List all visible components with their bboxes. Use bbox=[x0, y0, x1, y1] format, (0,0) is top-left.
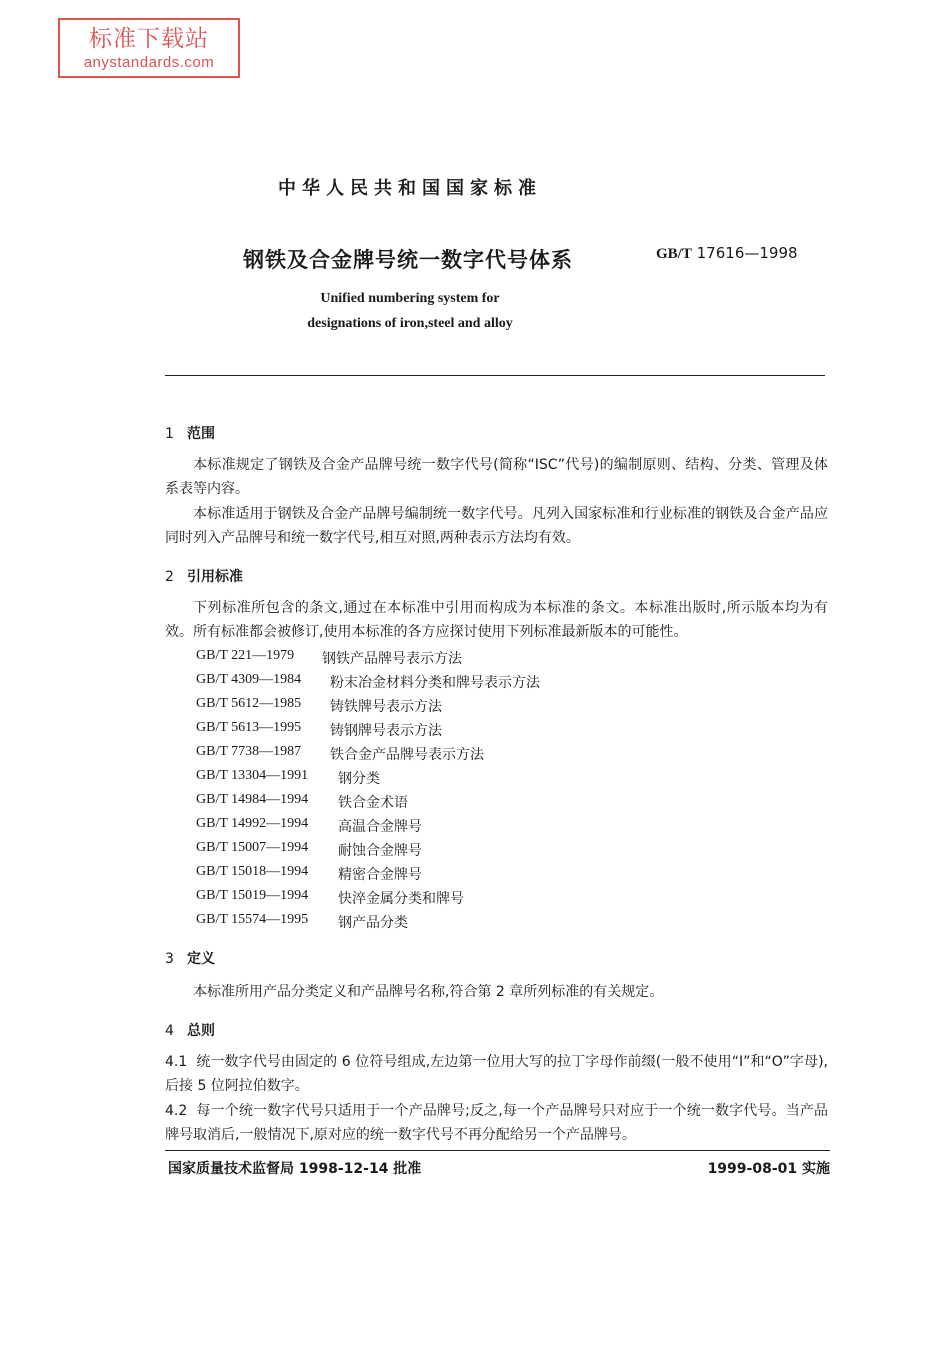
english-title-line2: designations of iron,steel and alloy bbox=[307, 316, 513, 331]
reference-title: 粉末冶金材料分类和牌号表示方法 bbox=[330, 675, 540, 691]
approval-statement: 国家质量技术监督局 1998-12-14 批准 bbox=[168, 1161, 422, 1177]
clause-4-1 bbox=[165, 1050, 828, 1098]
section-number: 3 bbox=[165, 951, 174, 967]
reference-code: GB/T 221—1979 bbox=[196, 648, 295, 663]
header-divider bbox=[165, 375, 825, 376]
section-number: 4 bbox=[165, 1023, 174, 1039]
stamp-english-text: anystandards.com bbox=[83, 54, 215, 71]
standard-code bbox=[656, 244, 798, 263]
section-title: 总则 bbox=[187, 1023, 215, 1039]
footer-divider bbox=[165, 1150, 830, 1151]
reference-code: GB/T 14992—1994 bbox=[196, 816, 309, 831]
reference-code: GB/T 7738—1987 bbox=[196, 744, 302, 759]
reference-code: GB/T 13304—1991 bbox=[196, 768, 309, 783]
section-1-paragraph-2: 本标准适用于钢铁及合金产品牌号编制统一数字代号。凡列入国家标准和行业标准的钢铁及合金产品应同时列入产品牌号和统一数字代号,相互对照,两种表示方法均有效。 bbox=[165, 506, 828, 546]
standard-code-number: 17616—1998 bbox=[696, 244, 798, 262]
watermark-stamp bbox=[58, 18, 240, 78]
reference-title: 铁合金术语 bbox=[338, 795, 408, 811]
reference-code: GB/T 15007—1994 bbox=[196, 840, 309, 855]
reference-code: GB/T 15019—1994 bbox=[196, 888, 309, 903]
section-title: 定义 bbox=[187, 951, 215, 967]
section-number: 1 bbox=[165, 426, 174, 442]
document-title: 钢铁及合金牌号统一数字代号体系 bbox=[243, 248, 573, 272]
section-1-heading bbox=[165, 423, 215, 443]
reference-title: 耐蚀合金牌号 bbox=[338, 843, 422, 859]
reference-title: 快淬金属分类和牌号 bbox=[338, 891, 464, 907]
reference-title: 钢铁产品牌号表示方法 bbox=[322, 651, 462, 667]
reference-title: 钢分类 bbox=[338, 771, 380, 787]
reference-title: 铁合金产品牌号表示方法 bbox=[330, 747, 484, 763]
section-4-heading bbox=[165, 1020, 215, 1040]
reference-title: 精密合金牌号 bbox=[338, 867, 422, 883]
section-3-heading bbox=[165, 948, 215, 968]
reference-title: 铸铁牌号表示方法 bbox=[330, 699, 442, 715]
section-title: 引用标准 bbox=[187, 569, 243, 585]
clause-number: 4.2 bbox=[165, 1103, 188, 1119]
reference-code: GB/T 14984—1994 bbox=[196, 792, 309, 807]
standard-code-prefix: GB/T bbox=[656, 246, 692, 262]
country-standard-heading: 中华人民共和国国家标准 bbox=[278, 178, 542, 199]
implementation-date: 1999-08-01 实施 bbox=[707, 1161, 830, 1177]
section-number: 2 bbox=[165, 569, 174, 585]
clause-4-2 bbox=[165, 1099, 828, 1147]
stamp-chinese-text: 标准下载站 bbox=[89, 26, 209, 52]
section-1-paragraph-1: 本标准规定了钢铁及合金产品牌号统一数字代号(简称“ISC”代号)的编制原则、结构、分类、管理及体系表等内容。 bbox=[165, 457, 828, 497]
section-2-heading bbox=[165, 566, 243, 586]
clause-text: 统一数字代号由固定的 6 位符号组成,左边第一位用大写的拉丁字母作前缀(一般不使用“I”和“O”字母),后接 5 位阿拉伯数字。 bbox=[165, 1054, 829, 1094]
clause-number: 4.1 bbox=[165, 1054, 188, 1070]
reference-code: GB/T 15018—1994 bbox=[196, 864, 309, 879]
section-title: 范围 bbox=[187, 426, 215, 442]
section-2-paragraph-1: 下列标准所包含的条文,通过在本标准中引用而构成为本标准的条文。本标准出版时,所示版本均为有效。所有标准都会被修订,使用本标准的各方应探讨使用下列标准最新版本的可能性。 bbox=[165, 600, 828, 640]
reference-code: GB/T 5612—1985 bbox=[196, 696, 302, 711]
reference-title: 铸钢牌号表示方法 bbox=[330, 723, 442, 739]
section-3-paragraph-1: 本标准所用产品分类定义和产品牌号名称,符合第 2 章所列标准的有关规定。 bbox=[193, 984, 664, 1000]
reference-code: GB/T 15574—1995 bbox=[196, 912, 309, 927]
clause-text: 每一个统一数字代号只适用于一个产品牌号;反之,每一个产品牌号只对应于一个统一数字代号。当产品牌号取消后,一般情况下,原对应的统一数字代号不再分配给另一个产品牌号。 bbox=[165, 1103, 828, 1143]
reference-code: GB/T 5613—1995 bbox=[196, 720, 302, 735]
reference-title: 钢产品分类 bbox=[338, 915, 408, 931]
reference-code: GB/T 4309—1984 bbox=[196, 672, 302, 687]
english-title-line1: Unified numbering system for bbox=[320, 291, 500, 306]
reference-title: 高温合金牌号 bbox=[338, 819, 422, 835]
